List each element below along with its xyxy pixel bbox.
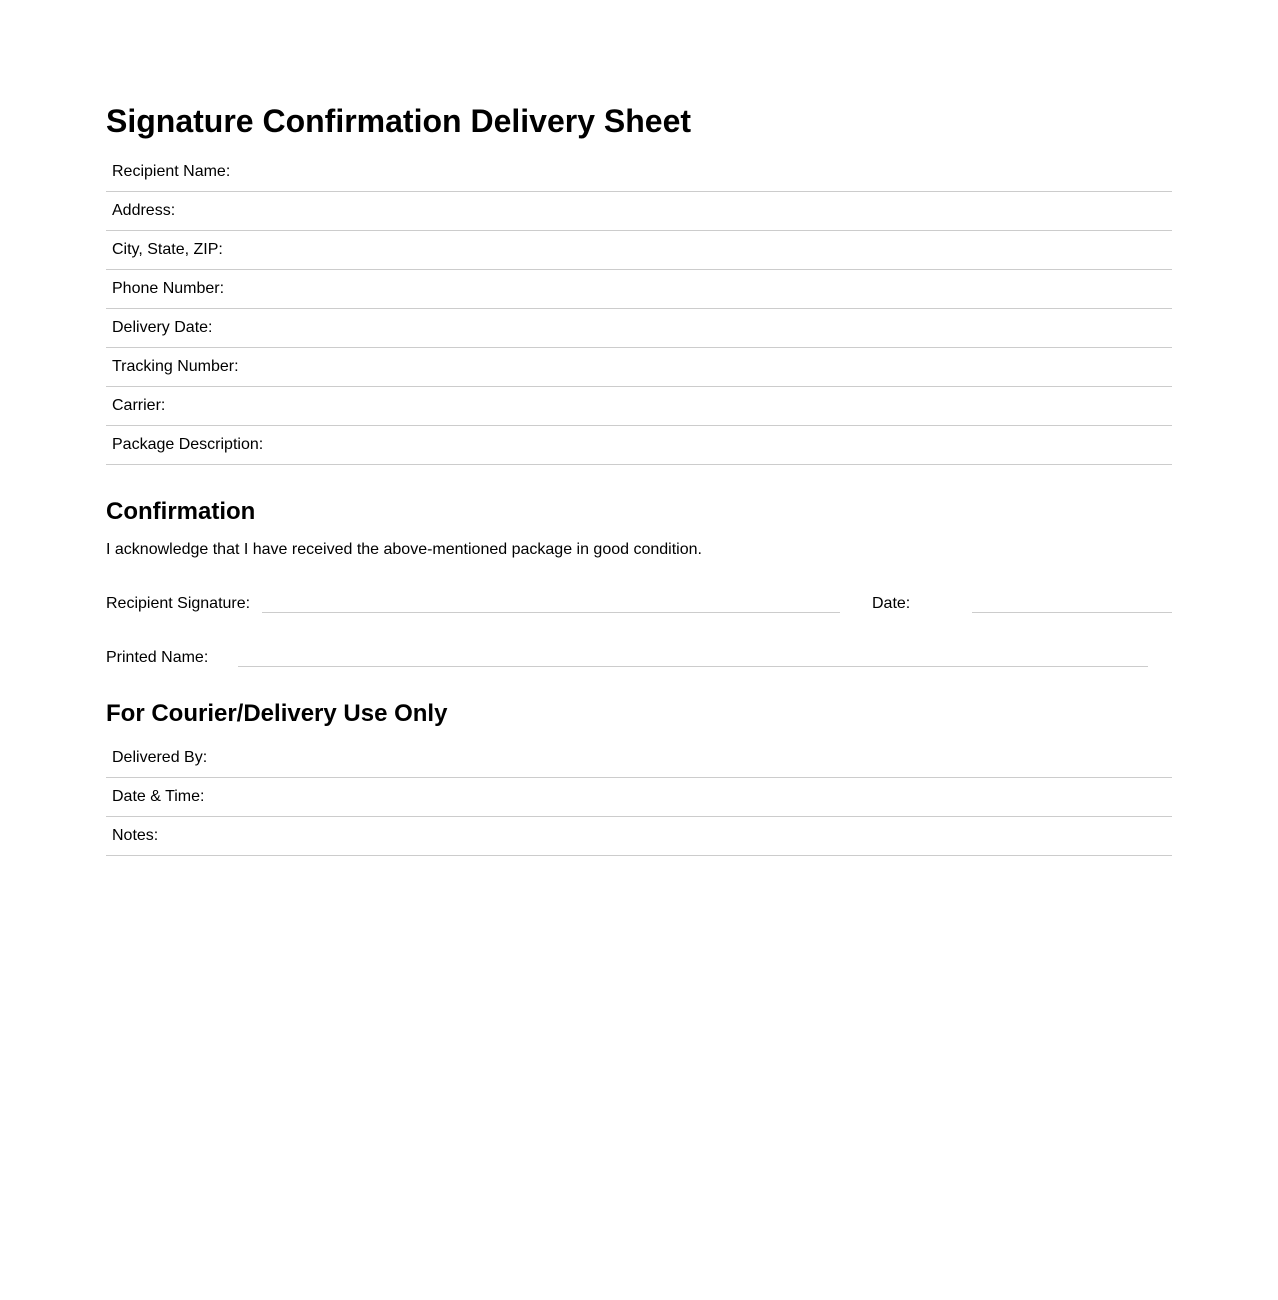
field-label[interactable]: Recipient Name: [106, 153, 1172, 192]
recipient-signature-line[interactable] [262, 612, 840, 613]
field-row-delivered-by [106, 739, 1172, 778]
printed-name-label: Printed Name: [106, 649, 209, 666]
field-label[interactable]: Package Description: [106, 426, 1172, 465]
field-label[interactable]: City, State, ZIP: [106, 231, 1172, 270]
recipient-signature-label: Recipient Signature: [106, 595, 251, 612]
date-line[interactable] [972, 612, 1172, 613]
date-label: Date: [872, 595, 911, 612]
courier-fields-table [106, 739, 1172, 856]
acknowledgement-statement: I acknowledge that I have received the above-mentioned package in good condition. [106, 541, 702, 558]
field-row-tracking-number [106, 348, 1172, 387]
courier-heading: For Courier/Delivery Use Only [106, 700, 448, 727]
field-label[interactable]: Date & Time: [106, 778, 1172, 817]
field-label[interactable]: Address: [106, 192, 1172, 231]
field-label[interactable]: Notes: [106, 817, 1172, 856]
field-label[interactable]: Tracking Number: [106, 348, 1172, 387]
field-label[interactable]: Delivered By: [106, 739, 1172, 778]
field-row-date-time [106, 778, 1172, 817]
field-row-delivery-date [106, 309, 1172, 348]
field-label[interactable]: Carrier: [106, 387, 1172, 426]
field-row-address [106, 192, 1172, 231]
field-row-phone-number [106, 270, 1172, 309]
confirmation-heading: Confirmation [106, 498, 256, 525]
page-title: Signature Confirmation Delivery Sheet [106, 103, 692, 139]
field-row-carrier [106, 387, 1172, 426]
field-row-package-description [106, 426, 1172, 465]
field-row-city-state-zip [106, 231, 1172, 270]
field-label[interactable]: Phone Number: [106, 270, 1172, 309]
field-row-recipient-name [106, 153, 1172, 192]
recipient-fields-table [106, 153, 1172, 465]
field-label[interactable]: Delivery Date: [106, 309, 1172, 348]
printed-name-line[interactable] [238, 666, 1148, 667]
field-row-notes [106, 817, 1172, 856]
